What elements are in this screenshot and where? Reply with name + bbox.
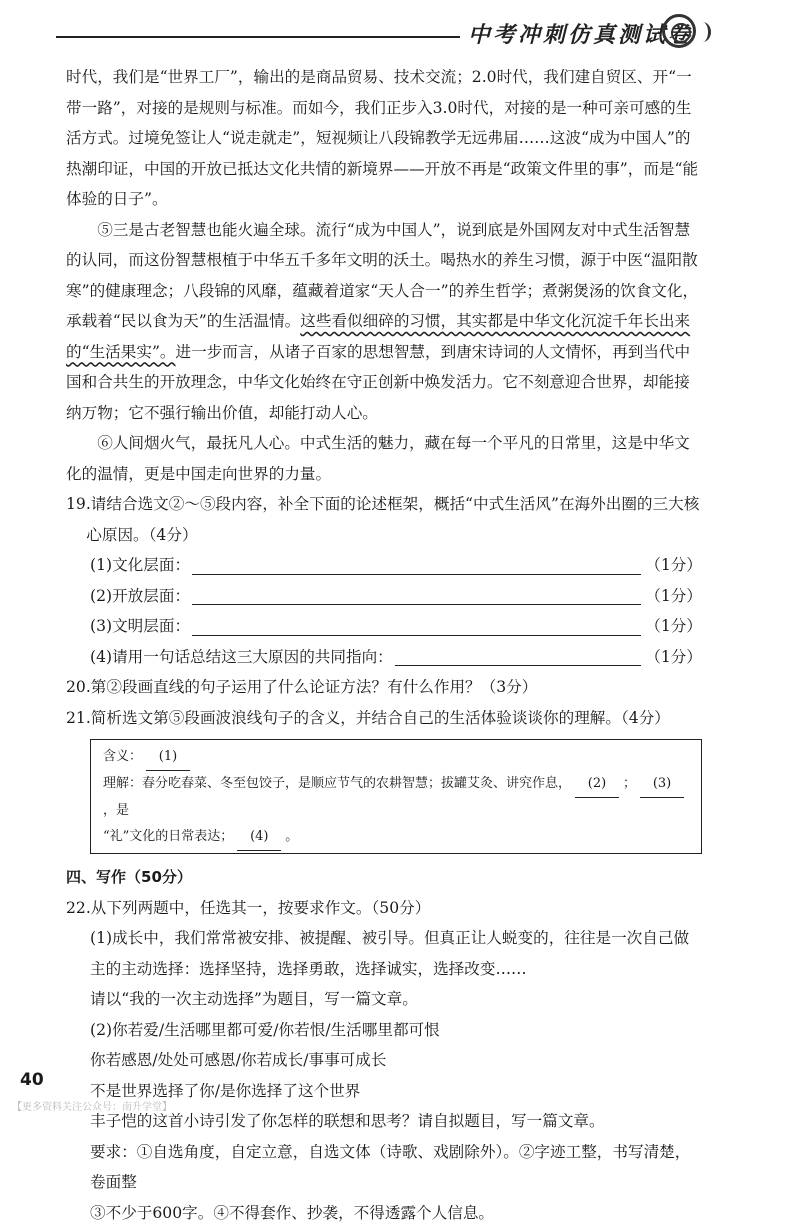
q19-item-score: （1分） <box>645 581 702 612</box>
section-writing-heading: 四、写作（50分） <box>66 862 702 893</box>
question-19-stem: 19.请结合选文②～⑤段内容，补全下面的论述框架，概括“中式生活风”在海外出圈的三大核心原因。（4分） <box>66 489 702 550</box>
q22-option-2-line-3: 不是世界选择了你/是你选择了这个世界 <box>66 1076 702 1107</box>
understanding-tail: ，是 <box>103 803 129 818</box>
watermark: 【更多资料关注公众号：南升学堂】 <box>12 1098 172 1113</box>
q19-item-2 <box>66 581 702 612</box>
q19-item-1 <box>66 550 702 581</box>
q21-box-line-1 <box>103 744 691 771</box>
q22-option-1: (1)成长中，我们常常被安排、被提醒、被引导。但真正让人蜕变的，往往是一次自己做主的主动选择：选择坚持，选择勇敢，选择诚实，选择改变…… <box>66 923 702 984</box>
question-21-stem: 21.简析选文第⑤段画波浪线句子的含义，并结合自己的生活体验谈谈你的理解。（4分） <box>66 703 702 734</box>
header-logo-icon <box>662 14 696 48</box>
q19-item-4 <box>66 642 702 673</box>
p5-part-a: ⑤三是古老智慧也能火遍全球。流行“成为中国人”，说到底是外国网友对中式生活智慧的认同，而这份智慧根植于中华五千多年文明的沃土。喝热水的养生习惯，源于中医“温阳散寒”的健康理念；八段锦的风靡，蕴藏着道家“天人合一”的养生哲学；煮粥煲汤的饮食文化，承载着“民以食为天”的生活温情。 <box>66 221 698 331</box>
q22-option-2-line-2: 你若感恩/处处可感恩/你若成长/事事可成长 <box>66 1045 702 1076</box>
q19-item-label: (3)文明层面： <box>90 611 190 642</box>
separator: ； <box>623 776 636 791</box>
q22-requirements-line-2: ③不少于600字。④不得套作、抄袭，不得透露个人信息。 <box>66 1198 702 1228</box>
q21-answer-box <box>90 739 702 854</box>
header-rule <box>56 36 460 38</box>
header-title: 中考冲刺仿真测试卷 <box>468 18 693 49</box>
q19-item-label: (2)开放层面： <box>90 581 190 612</box>
q21-box-line-3 <box>103 824 691 851</box>
p5-wavy-sentence: 这些看似细碎的习惯，其实都是中华文化沉淀千年长出来的“生活果实”。 <box>66 312 690 361</box>
q19-item-score: （1分） <box>645 642 702 673</box>
page-content <box>66 62 702 1228</box>
q21-box-line-2 <box>103 771 691 824</box>
q22-option-2-prompt: 丰子恺的这首小诗引发了你怎样的联想和思考？请自拟题目，写一篇文章。 <box>66 1106 702 1137</box>
meaning-label: 含义： <box>103 749 142 764</box>
question-20: 20.第②段画直线的句子运用了什么论证方法？有什么作用？（3分） <box>66 672 702 703</box>
answer-line[interactable] <box>192 586 641 605</box>
blank-3[interactable]: (3) <box>640 771 684 798</box>
q19-item-label: (1)文化层面： <box>90 550 190 581</box>
blank-1[interactable]: (1) <box>146 744 190 771</box>
passage-paragraph-4-continued: 时代，我们是“世界工厂”，输出的是商品贸易、技术交流；2.0时代，我们建自贸区、开“一带一路”，对接的是规则与标准。而如今，我们正步入3.0时代，对接的是一种可亲可感的生活方式。过境免签让人“说走就走”，短视频让八段锦教学无远弗届……这波“成为中国人”的热潮印证，中国的开放已抵达文化共情的新境界——开放不再是“政策文件里的事”，而是“能体验的日子”。 <box>66 62 702 215</box>
q19-item-score: （1分） <box>645 611 702 642</box>
li-culture-text: “礼”文化的日常表达； <box>103 829 233 844</box>
blank-4[interactable]: (4) <box>237 824 281 851</box>
period: 。 <box>285 829 298 844</box>
page-header <box>0 0 800 64</box>
answer-line[interactable] <box>192 617 641 636</box>
passage-paragraph-6: ⑥人间烟火气，最抚凡人心。中式生活的魅力，藏在每一个平凡的日常里，这是中华文化的温情，更是中国走向世界的力量。 <box>66 428 702 489</box>
header-swoosh-icon <box>694 22 711 42</box>
passage-paragraph-5 <box>66 215 702 429</box>
q19-item-3 <box>66 611 702 642</box>
page-number: 40 <box>20 1070 44 1090</box>
q22-option-2-line-1: (2)你若爱/生活哪里都可爱/你若恨/生活哪里都可恨 <box>66 1015 702 1046</box>
q22-option-1-instruction: 请以“我的一次主动选择”为题目，写一篇文章。 <box>66 984 702 1015</box>
answer-line[interactable] <box>395 647 642 666</box>
q19-item-score: （1分） <box>645 550 702 581</box>
p5-part-b: 进一步而言，从诸子百家的思想智慧，到唐宋诗词的人文情怀，再到当代中国和合共生的开放理念，中华文化始终在守正创新中焕发活力。它不刻意迎合世界，却能接纳万物；它不强行输出价值，却能打动人心。 <box>66 343 690 422</box>
q19-item-label: (4)请用一句话总结这三大原因的共同指向： <box>90 642 393 673</box>
understanding-text: 理解：春分吃春菜、冬至包饺子，是顺应节气的农耕智慧；拔罐艾灸、讲究作息， <box>103 776 571 791</box>
blank-2[interactable]: (2) <box>575 771 619 798</box>
q22-requirements-line-1: 要求：①自选角度，自定立意，自选文体（诗歌、戏剧除外）。②字迹工整，书写清楚，卷面整 <box>66 1137 702 1198</box>
answer-line[interactable] <box>192 556 641 575</box>
question-22-stem: 22.从下列两题中，任选其一，按要求作文。（50分） <box>66 893 702 924</box>
